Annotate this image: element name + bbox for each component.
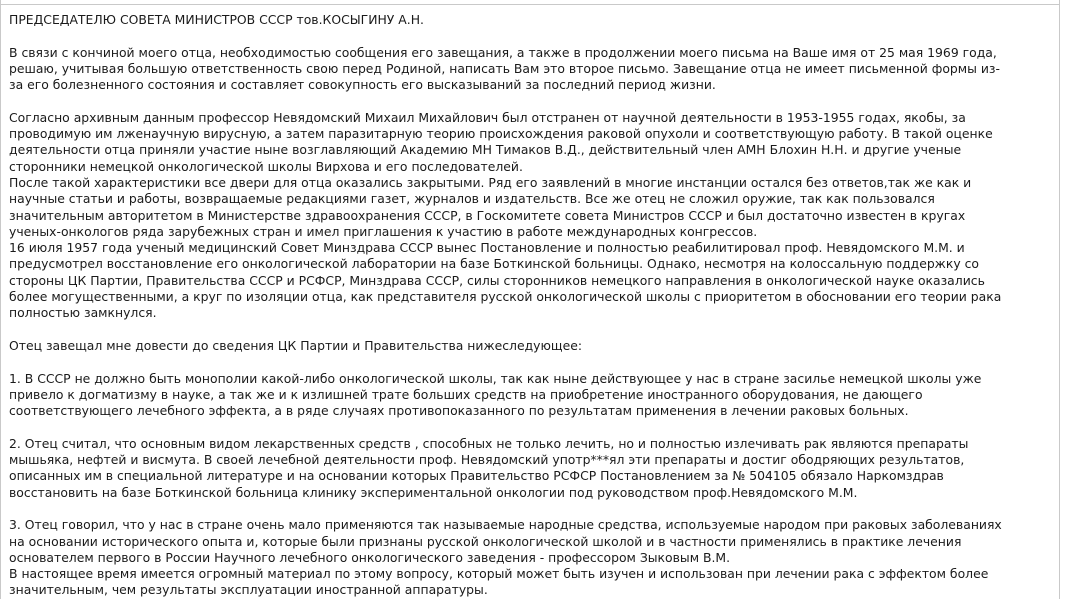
text-line: за его болезненного состояния и составляет совокупность его высказываний за последний период жизни. xyxy=(9,77,716,93)
text-line: на основании исторического опыта и, которые были признаны русской онкологической школой и в частности применялись в практике лечения xyxy=(9,533,962,549)
letter-body xyxy=(9,12,1055,599)
text-line: мышьяка, нефтей и висмута. В своей лечебной деятельности проф. Невядомский употр***ял эти препараты и достиг ободряющих результатов, xyxy=(9,452,965,468)
text-line: значительным, чем результаты эксплуатации иностранной аппаратуры. xyxy=(9,582,488,598)
text-line: 3. Отец говорил, что у нас в стране очень мало применяются так называемые народные средства, используемые народом при раковых заболеваниях xyxy=(9,517,1002,533)
paragraph-gap xyxy=(9,28,1055,44)
text-line: описанных им в специальной литературе и на основании которых Правительство РСФСР Постановлением за № 504105 обязало Наркомздрав xyxy=(9,468,944,484)
paragraph-1 xyxy=(9,45,1055,94)
text-line: основателем первого в России Научного лечебного онкологического заведения - профессором Зыковым В.М. xyxy=(9,549,731,565)
text-line: более могущественными, а круг по изоляции отца, как представителя русской онкологической школы с приоритетом в обосновании его теории рака xyxy=(9,289,1002,305)
text-line: решаю, учитывая большую ответственность свою перед Родиной, написать Вам это второе письмо. Завещание отца не имеет письменной формы из- xyxy=(9,60,1000,76)
text-line: привело к догматизму в науке, а так же и к излишней трате больших средств на приобретение иностранного оборудования, не дающего xyxy=(9,386,923,402)
paragraph-gap xyxy=(9,93,1055,109)
text-line: После такой характеристики все двери для отца оказались закрытыми. Ряд его заявлений в многие инстанции остался без ответов,так же как и xyxy=(9,174,972,190)
text-line: значительным авторитетом в Министерстве здравоохранения СССР, в Госкомитете совета Министров СССР и был достаточно известен в кругах xyxy=(9,207,966,223)
text-line: 2. Отец считал, что основным видом лекарственных средств , способных не только лечить, но и полностью излечивать рак являются препараты xyxy=(9,435,969,451)
text-line: Согласно архивным данным профессор Невядомский Михаил Михайлович был отстранен от научной деятельности в 1953-1955 годах, якобы, за xyxy=(9,109,966,125)
paragraph-6 xyxy=(9,517,1055,598)
top-divider xyxy=(0,4,1060,5)
text-line: предусмотрел восстановление его онкологической лаборатории на базе Боткинской больницы. Однако, несмотря на колоссальную поддержку со xyxy=(9,256,979,272)
text-line: деятельности отца приняли участие ныне возглавляющий Академию МН Тимаков В.Д., действительный член АМН Блохин Н.Н. и другие ученые xyxy=(9,142,962,158)
text-line: проводимую им лженаучную вирусную, а затем паразитарную теорию происхождения раковой опухоли и соответствующую работу. В такой оценке xyxy=(9,126,993,142)
text-line: сторонники немецкой онкологической школы Вирхова и его последователей. xyxy=(9,158,523,174)
text-line: 1. В СССР не должно быть монополии какой-либо онкологической школы, так как ныне действующее у нас в стране засилье немецкой школы уже xyxy=(9,370,982,386)
paragraph-gap xyxy=(9,501,1055,517)
text-line: соответствующего лечебного эффекта, а в ряде случаях противопоказанного по результатам применения в лечении раковых больных. xyxy=(9,403,909,419)
text-line: восстановить на базе Боткинской больница клинику экспериментальной онкологии под руководством проф.Невядомского М.М. xyxy=(9,484,858,500)
text-line: Отец завещал мне довести до сведения ЦК Партии и Правительства нижеследующее: xyxy=(9,337,583,353)
paragraph-gap xyxy=(9,354,1055,370)
text-line: 16 июля 1957 года ученый медицинский Совет Минздрава СССР вынес Постановление и полностью реабилитировал проф. Невядомского М.М. и xyxy=(9,240,965,256)
paragraph-gap xyxy=(9,419,1055,435)
paragraph-3 xyxy=(9,338,1055,354)
text-line: В настоящее время имеется огромный материал по этому вопросу, который может быть изучен и использован при лечении рака с эффектом более xyxy=(9,566,989,582)
text-line: научные статьи и работы, возвращаемые редакциями газет, журналов и издательств. Все же отец не сложил оружие, так как пользовался xyxy=(9,191,935,207)
text-line: ученых-онкологов ряда зарубежных стран и имел приглашения к участию в работе международных конгрессов. xyxy=(9,223,758,239)
paragraph-2 xyxy=(9,110,1055,322)
text-line: стороны ЦК Партии, Правительства СССР и РСФСР, Минздрава СССР, силы сторонников немецкого направления в онкологической науке оказались xyxy=(9,272,985,288)
text-line: В связи с кончиной моего отца, необходимостью сообщения его завещания, а также в продолжении моего письма на Ваше имя от 25 мая 1969 года, xyxy=(9,44,997,60)
text-line: полностью замкнулся. xyxy=(9,305,157,321)
letter-heading: ПРЕДСЕДАТЕЛЮ СОВЕТА МИНИСТРОВ СССР тов.КОСЫГИНУ А.Н. xyxy=(9,12,424,27)
paragraph-5 xyxy=(9,436,1055,501)
paragraph-4 xyxy=(9,371,1055,420)
paragraph-gap xyxy=(9,322,1055,338)
